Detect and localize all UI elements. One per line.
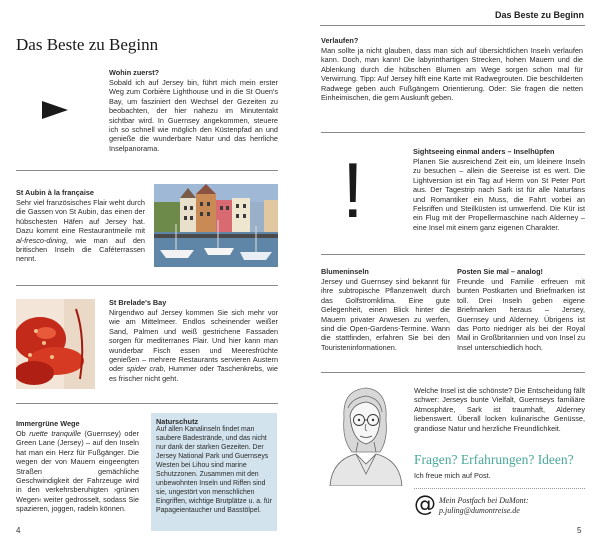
- brelade-body: [109, 308, 278, 383]
- author-portrait: [322, 378, 408, 486]
- rule-right-3: [321, 372, 585, 373]
- rule-left-1: [16, 170, 278, 171]
- immergruen-heading: Immergrüne Wege: [16, 419, 80, 428]
- rule-left-3: [16, 403, 278, 404]
- immergruen-text-2: (Guernsey) oder Green Lane (Jersey) – auf den Inseln hat man ein Herz für Fußgänger. Die wegen der von Mauern eingeengten Straßen gemächliche Geschwindigkeit der Fahrzeuge wird in den verkehrsberuhigten ›grünen Wegen‹ weiter gedrosselt, sodass Sie spazieren, joggen, radeln können.: [16, 429, 139, 514]
- posten-body: Freunde und Familie erfreuen mit bunten Postkarten und Briefmarken ist toll. Drei Inseln geben eigene Briefmarken heraus – Jersey, Guernsey und Alderney. Übrigens ist das Porto niedriger als bei der Royal Mail in Großbritannien und von Insel zu Insel unterschiedlich hoch.: [457, 277, 585, 352]
- blumen-heading: Blumeninseln: [321, 267, 369, 276]
- naturschutz-box: [151, 413, 277, 531]
- page-number-right: 5: [577, 526, 582, 535]
- brelade-text-2: , Hummer oder Taschenkrebs, wie es frischer nicht geht.: [109, 364, 278, 383]
- running-head: Das Beste zu Beginn: [495, 10, 585, 20]
- lobster-photo: [16, 299, 95, 389]
- immergruen-text-em: ruette tranquille: [29, 429, 81, 438]
- immergruen-text-1: Ob: [16, 429, 30, 438]
- wohin-body: Sobald ich auf Jersey bin, führt mich mein erster Weg zum Corbière Lighthouse und in die St Ouen's Bay, um fasziniert den Wechsel der Gezeiten zu beobachten, der hier nahezu im Minutentakt sichtbar wird. In Guernsey angekommen, steuere ich so schnell wie möglich den Küstenpfad an und genieße die wunderbare Natur und das herrliche Inselpanorama.: [109, 78, 278, 153]
- at-sign-icon: @: [414, 492, 436, 517]
- rule-right-2: [321, 254, 585, 255]
- mailbox-label: Mein Postfach bei DuMont:: [439, 496, 529, 505]
- staubin-text-em: al-fresco-dining: [16, 235, 66, 245]
- staubin-text-1: Sehr viel französisches Flair weht durch die Gassen von St Aubin, das einen der hübschesten Häfen auf Jersey hat. Dazu kommt eine Restaurantmeile mit: [16, 198, 145, 236]
- staubin-heading: St Aubin à la française: [16, 188, 94, 197]
- posten-heading: Posten Sie mal – analog!: [457, 267, 543, 276]
- brelade-text-em: spider crab: [126, 364, 164, 374]
- play-arrow-icon: [40, 98, 70, 122]
- staubin-body: [16, 198, 145, 264]
- naturschutz-heading: Naturschutz: [156, 417, 199, 426]
- sightseeing-heading: Sightseeing einmal anders – Inselhüpfen: [413, 147, 555, 156]
- page-number-left: 4: [16, 526, 21, 535]
- wohin-heading: Wohin zuerst?: [109, 68, 160, 77]
- rule-right-1: [321, 132, 585, 133]
- running-head-rule: [320, 25, 585, 26]
- naturschutz-body: Auf allen Kanalinseln findet man saubere Badestrände, und das nicht nur dank der starken Gezeiten. Der Jersey National Park und Guernseys Westen bei Lihou sind marine Schutzzonen. Zusammen mit den unbewohnten Inseln und Riffen sind sie, ungestört von menschlichen Eingriffen, wichtige Brutplätze u. a. für Papageientaucher und Basstölpel.: [156, 426, 272, 514]
- mail-address[interactable]: p.juling@dumontreise.de: [439, 506, 520, 515]
- brelade-heading: St Brelade's Bay: [109, 298, 167, 307]
- author-body: Welche Insel ist die schönste? Die Entscheidung fällt schwer: Jerseys bunte Vielfalt, Guernseys familiäre Atmosphäre, Sark ist traumhaft, Alderney liebenswert. Überall locken kulinarische Genüsse, grandiose Natur und herzliche Freundlichkeit.: [414, 386, 585, 433]
- dotted-rule: [414, 488, 585, 489]
- harbour-photo: [154, 184, 278, 267]
- blumen-body: Jersey und Guernsey sind bekannt für ihre subtropische Pflanzenwelt durch das Golfstromklima. Eine gute Gelegenheit, einen Blick hinter die Mauern privater Anwesen zu werfen, sind die Open-Gardens-Termine. Wann die stattfinden, erfahren Sie bei den Touristeninformationen.: [321, 277, 450, 352]
- verlaufen-heading: Verlaufen?: [321, 36, 359, 45]
- immergruen-body: [16, 429, 139, 514]
- cta-heading: Fragen? Erfahrungen? Ideen?: [414, 452, 574, 467]
- sightseeing-body: Planen Sie ausreichend Zeit ein, um kleinere Inseln zu besuchen – allein die Seereise ist es wert. Die Lightversion ist ein Tag auf Herm von St Peter Port aus. Der Tagestrip nach Sark ist für alle Naturfans und Romantiker ein Muss, die Fahrt vorbei an Felsriffen und Steilküsten ist umwerfend. Die Kür ist ein Flug mit der Propellermaschine nach Alderney – eine Insel mit einem ganz eigenen Charakter.: [413, 157, 585, 232]
- page-title: Das Beste zu Beginn: [16, 35, 159, 54]
- cta-subline: Ich freue mich auf Post.: [414, 471, 491, 480]
- exclamation-icon: !: [342, 146, 364, 234]
- rule-left-2: [16, 285, 278, 286]
- staubin-text-2: , wie man auf den britischen Inseln die Caféterrassen nennt.: [16, 235, 145, 264]
- verlaufen-body: Man sollte ja nicht glauben, dass man sich auf übersichtlichen Inseln verlaufen kann. Doch, man kann! Die labyrinthartigen Strecken, hohen Mauern und die Ablenkung durch die hübschen Blumen am Wege sorgen schon mal für Verwirrung. Tipp: Auf Jersey hilft eine Karte mit Radwegrouten. Die beschilderten Radwege geben auch Fußgängern Orientierung. Oder: Sie fragen die netten Einheimischen, die gern Auskunft geben.: [321, 46, 583, 103]
- brelade-text-1: Nirgendwo auf Jersey kommen Sie sich mehr vor wie am Mittelmeer. Endlos scheinender weißer Sand, Palmen und weiß gestrichene Fassaden sorgen für mediterranes Flair. Und hier kann man wunderbar Fisch essen und Meeresfrüchte genießen – mehrere Restaurants servieren Austern oder: [109, 308, 278, 374]
